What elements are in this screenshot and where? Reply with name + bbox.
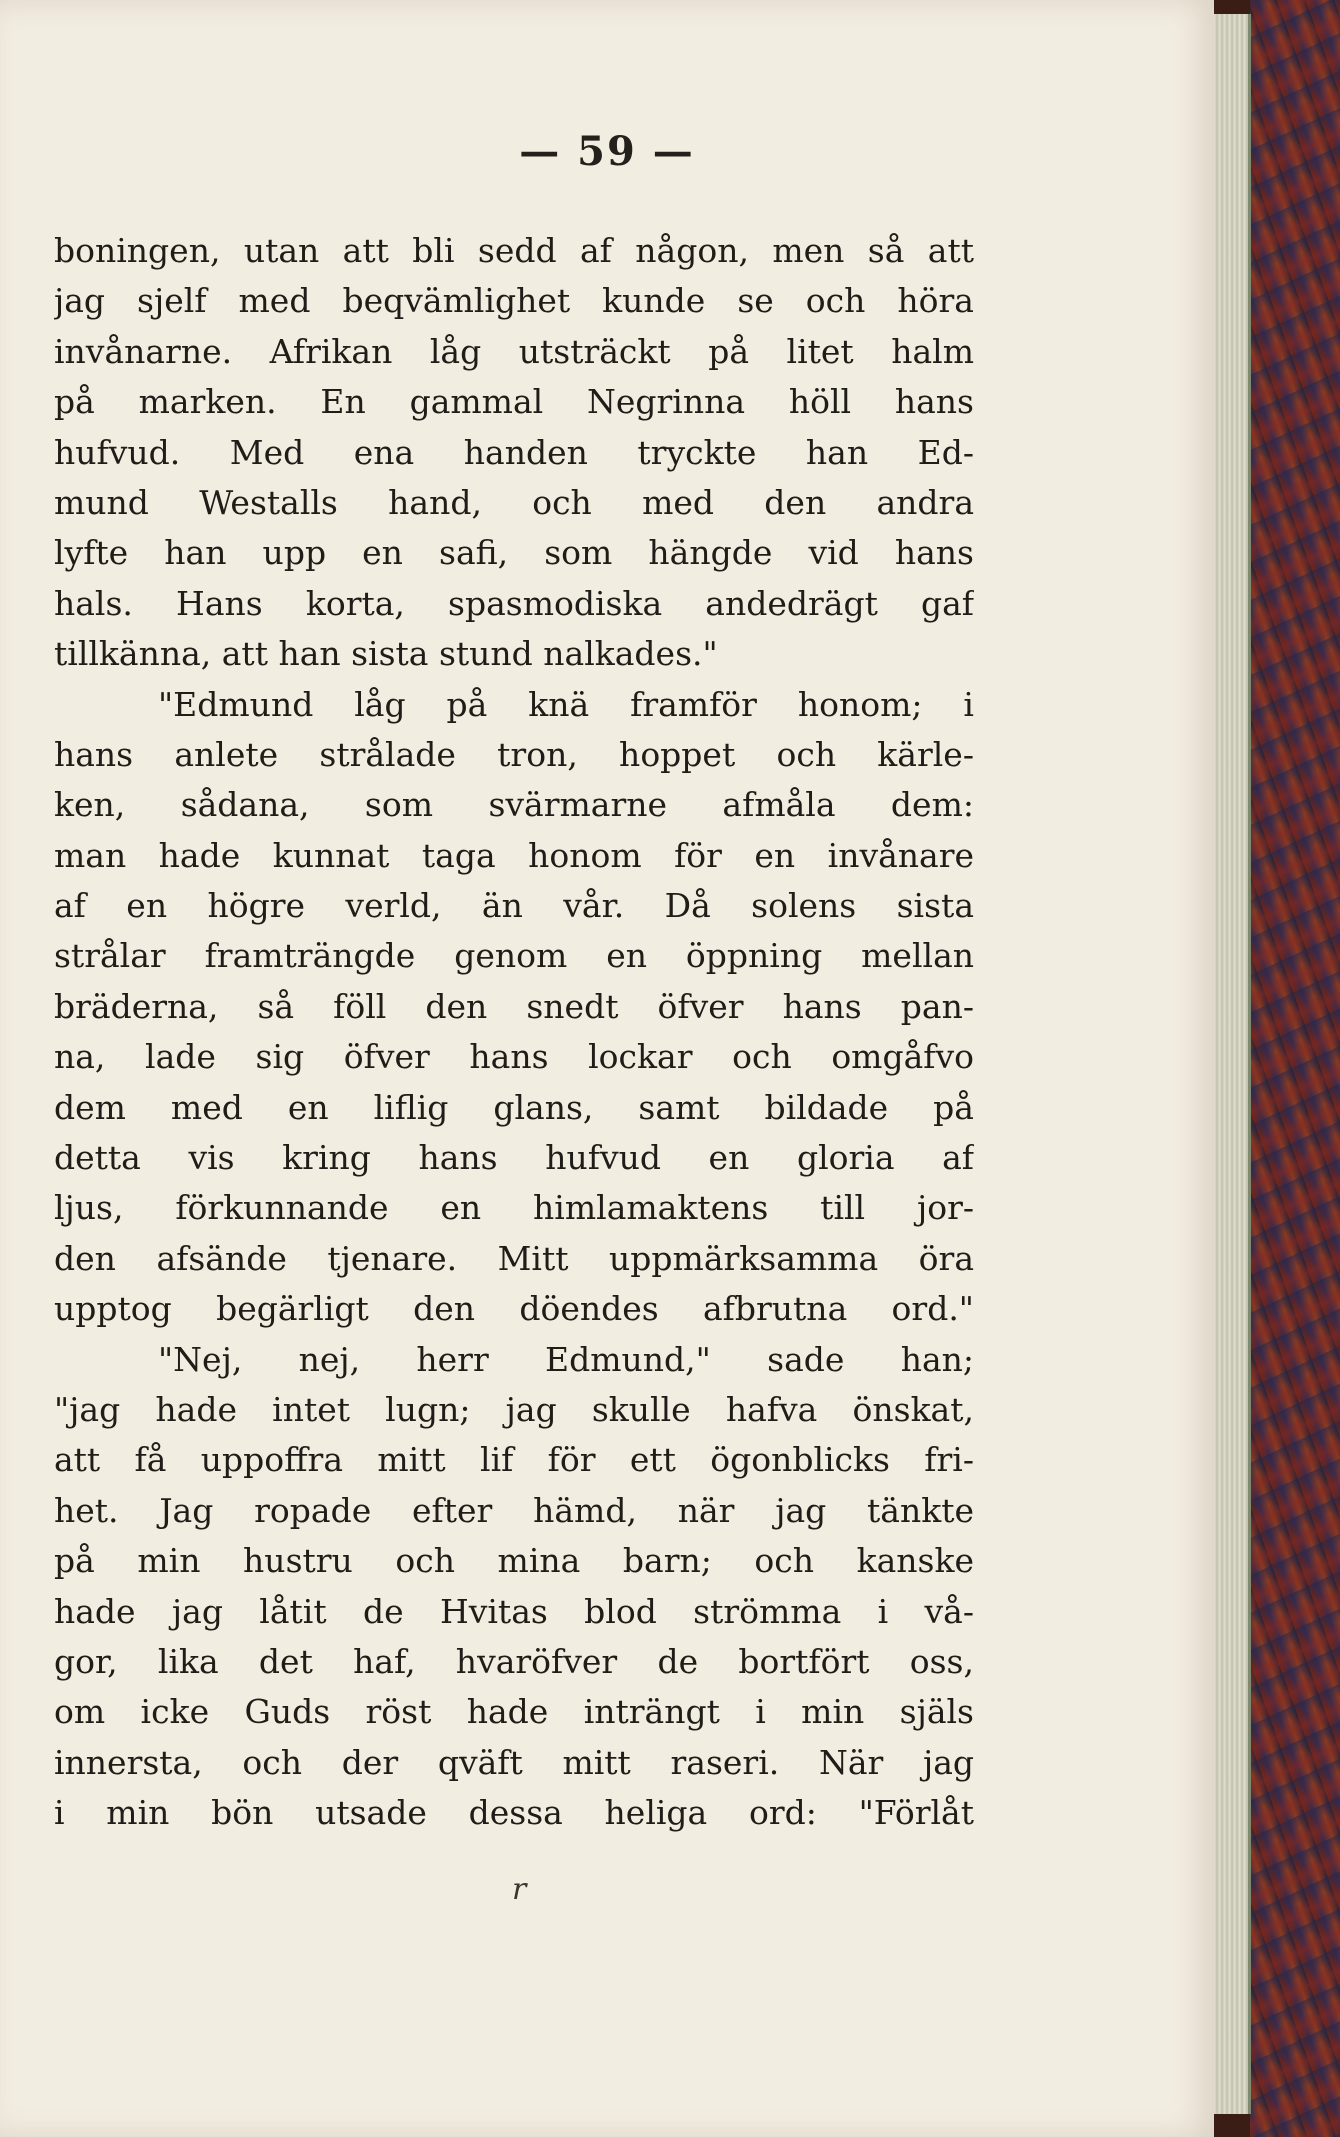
text-line: i min bön utsade dessa heliga ord: "Förlåt (54, 1793, 974, 1833)
text-line: na, lade sig öfver hans lockar och omgåfvo (54, 1037, 974, 1077)
text-line: strålar framträngde genom en öppning mellan (54, 936, 974, 976)
text-line: ken, sådana, som svärmarne afmåla dem: (54, 785, 974, 825)
text-line: "jag hade intet lugn; jag skulle hafva önskat, (54, 1389, 974, 1429)
text-line: hans anlete strålade tron, hoppet och kärle- (54, 734, 974, 774)
text-line: hufvud. Med ena handen tryckte han Ed- (54, 432, 974, 472)
marbled-cover (1250, 0, 1340, 2137)
text-line: detta vis kring hans hufvud en gloria af (54, 1138, 974, 1178)
text-line: innersta, och der qväft mitt raseri. När jag (54, 1742, 974, 1782)
text-line: tillkänna, att han sista stund nalkades." (54, 634, 718, 674)
text-line: "Edmund låg på knä framför honom; i (158, 684, 974, 724)
text-line: lyfte han upp en safi, som hängde vid hans (54, 533, 974, 573)
ink-mark: r (512, 1872, 527, 1907)
page-edges (1214, 14, 1251, 2114)
text-line: dem med en liflig glans, samt bildade på (54, 1087, 974, 1127)
text-line: jag sjelf med beqvämlighet kunde se och höra (54, 281, 974, 321)
text-line: upptog begärligt den döendes afbrutna ord." (54, 1289, 974, 1329)
text-line: "Nej, nej, herr Edmund," sade han; (158, 1339, 974, 1379)
text-line: het. Jag ropade efter hämd, när jag tänkte (54, 1490, 974, 1530)
text-line: af en högre verld, än vår. Då solens sista (54, 886, 974, 926)
page-number: — 59 — (519, 128, 695, 175)
text-line: boningen, utan att bli sedd af någon, men så att (54, 231, 974, 270)
text-line: bräderna, så föll den snedt öfver hans pan- (54, 986, 974, 1026)
text-line: man hade kunnat taga honom för en invånare (54, 835, 974, 875)
text-line: på marken. En gammal Negrinna höll hans (54, 382, 974, 422)
text-line: gor, lika det haf, hvaröfver de bortfört oss, (54, 1641, 974, 1681)
text-line: den afsände tjenare. Mitt uppmärksamma öra (54, 1238, 974, 1278)
text-line: ljus, förkunnande en himlamaktens till jor- (54, 1188, 974, 1228)
text-line: mund Westalls hand, och med den andra (54, 482, 974, 522)
text-line: om icke Guds röst hade inträngt i min själs (54, 1692, 974, 1732)
text-line: invånarne. Afrikan låg utsträckt på litet halm (54, 331, 974, 371)
text-line: hals. Hans korta, spasmodiska andedrägt gaf (54, 583, 974, 623)
body-text (54, 226, 974, 1839)
text-line: att få uppoffra mitt lif för ett ögonblicks fri- (54, 1440, 974, 1480)
text-line: hade jag låtit de Hvitas blod strömma i vå- (54, 1591, 974, 1631)
text-line: på min hustru och mina barn; och kanske (54, 1541, 974, 1581)
